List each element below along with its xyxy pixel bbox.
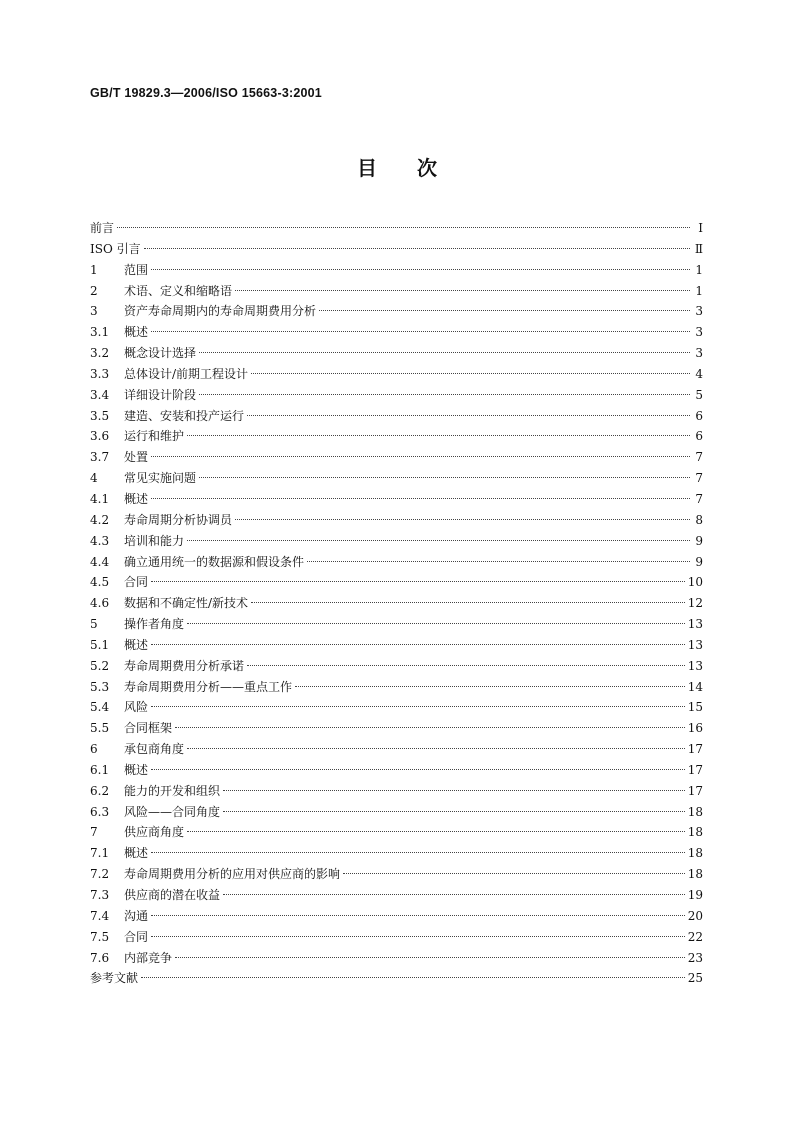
toc-entry-label: 合同 — [124, 929, 149, 944]
toc-entry-page: Ⅰ — [698, 221, 703, 235]
toc-entry-number: 7.6 — [90, 950, 110, 965]
toc-leader-dots — [223, 790, 685, 791]
toc-entry-number: 2 — [90, 283, 98, 298]
toc-entry-page: 3 — [695, 325, 703, 340]
toc-leader-dots — [223, 811, 685, 812]
toc-entry-page: 19 — [687, 888, 703, 902]
toc-entry[interactable] — [90, 426, 703, 447]
toc-entry-number: 4.6 — [90, 596, 110, 611]
toc-leader-dots — [307, 561, 690, 562]
toc-entry-page: 18 — [687, 867, 703, 882]
toc-entry[interactable] — [90, 406, 703, 427]
toc-entry[interactable] — [90, 948, 703, 969]
toc-entry-label: ISO 引言 — [90, 241, 141, 256]
toc-entry-page: 17 — [687, 783, 703, 798]
toc-leader-dots — [199, 394, 690, 395]
toc-entry[interactable] — [90, 656, 703, 677]
toc-entry-label: 概念设计选择 — [124, 346, 197, 361]
toc-entry-number: 3.5 — [90, 408, 110, 423]
toc-entry-page: 12 — [687, 596, 703, 611]
toc-leader-dots — [187, 623, 685, 624]
toc-entry-label: 供应商的潜在收益 — [124, 888, 221, 902]
toc-entry-label: 合同 — [124, 575, 149, 590]
toc-leader-dots — [187, 540, 690, 541]
toc-leader-dots — [187, 748, 685, 749]
toc-entry[interactable] — [90, 364, 703, 385]
toc-entry-number: 6 — [90, 742, 98, 757]
toc-entry-number: 4.3 — [90, 533, 110, 548]
toc-entry-page: 7 — [695, 471, 703, 486]
toc-leader-dots — [187, 831, 685, 832]
toc-entry[interactable] — [90, 822, 703, 843]
toc-entry[interactable] — [90, 489, 703, 510]
toc-entry[interactable] — [90, 739, 703, 760]
toc-entry-page: 6 — [695, 429, 703, 444]
toc-entry-page: Ⅱ — [694, 241, 703, 256]
toc-entry-label: 总体设计/前期工程设计 — [124, 366, 249, 381]
toc-leader-dots — [151, 936, 685, 937]
toc-entry-page: 4 — [695, 366, 703, 381]
toc-entry-label: 运行和维护 — [124, 429, 185, 444]
toc-leader-dots — [199, 352, 690, 353]
toc-entry-label: 概述 — [124, 762, 149, 777]
toc-entry[interactable] — [90, 239, 703, 260]
toc-leader-dots — [175, 957, 685, 958]
toc-entry-number: 3.4 — [90, 387, 110, 402]
toc-entry-number: 4.1 — [90, 491, 110, 506]
toc-entry-label: 常见实施问题 — [124, 471, 197, 486]
toc-entry-page: 9 — [695, 533, 703, 548]
toc-entry-number: 5.2 — [90, 658, 110, 673]
toc-entry[interactable] — [90, 885, 703, 906]
toc-entry[interactable] — [90, 718, 703, 739]
toc-entry[interactable] — [90, 322, 703, 343]
toc-entry-page: 10 — [687, 575, 703, 590]
toc-entry[interactable] — [90, 260, 703, 281]
toc-entry-page: 3 — [695, 346, 703, 361]
toc-entry-number: 7.1 — [90, 846, 110, 861]
toc-leader-dots — [235, 290, 690, 291]
toc-entry[interactable] — [90, 385, 703, 406]
toc-entry-label: 供应商角度 — [124, 825, 185, 840]
toc-entry[interactable] — [90, 614, 703, 635]
toc-entry-number: 4.2 — [90, 512, 110, 527]
toc-entry-label: 操作者角度 — [124, 617, 185, 632]
toc-entry-label: 范围 — [124, 262, 149, 277]
toc-entry[interactable] — [90, 927, 703, 948]
toc-entry-number: 3.6 — [90, 429, 110, 444]
toc-leader-dots — [319, 310, 690, 311]
toc-entry-page: 7 — [695, 450, 703, 465]
toc-entry-number: 7.5 — [90, 929, 110, 944]
toc-entry-number: 4.5 — [90, 575, 110, 590]
toc-entry-page: 7 — [695, 491, 703, 506]
toc-entry-number: 5.1 — [90, 637, 110, 652]
toc-entry-page: 9 — [695, 554, 703, 569]
toc-entry-number: 3.1 — [90, 325, 110, 340]
toc-entry-page: 13 — [687, 658, 703, 673]
toc-entry[interactable] — [90, 968, 703, 989]
toc-leader-dots — [151, 581, 685, 582]
toc-entry[interactable] — [90, 677, 703, 698]
toc-entry[interactable] — [90, 802, 703, 823]
toc-entry-number: 4 — [90, 471, 98, 486]
toc-entry-label: 数据和不确定性/新技术 — [124, 596, 249, 611]
toc-entry-label: 概述 — [124, 491, 149, 506]
toc-entry-number: 5.5 — [90, 721, 110, 736]
toc-entry[interactable] — [90, 343, 703, 364]
toc-entry-page: 15 — [687, 700, 703, 715]
toc-entry-page: 1 — [695, 262, 703, 277]
toc-leader-dots — [144, 248, 690, 249]
toc-entry-label: 内部竞争 — [124, 950, 173, 965]
toc-entry-page: 13 — [687, 637, 703, 652]
toc-entry-number: 5 — [90, 617, 98, 632]
standard-header — [90, 86, 322, 100]
toc-entry[interactable] — [90, 906, 703, 927]
toc-entry[interactable] — [90, 572, 703, 593]
toc-entry-label: 承包商角度 — [124, 742, 185, 757]
toc-leader-dots — [247, 415, 690, 416]
toc-entry-page: 14 — [687, 679, 703, 694]
toc-leader-dots — [117, 227, 690, 228]
toc-entry-page: 5 — [695, 387, 703, 402]
toc-entry[interactable] — [90, 760, 703, 781]
toc-leader-dots — [151, 852, 685, 853]
toc-entry-page: 3 — [695, 304, 703, 319]
toc-entry-label: 风险——合同角度 — [124, 804, 221, 819]
toc-entry-page: 1 — [695, 283, 703, 298]
toc-entry-label: 概述 — [124, 325, 149, 340]
toc-entry-label: 寿命周期费用分析的应用对供应商的影响 — [124, 867, 341, 882]
toc-leader-dots — [223, 894, 685, 895]
toc-leader-dots — [251, 602, 685, 603]
toc-entry[interactable] — [90, 697, 703, 718]
toc-leader-dots — [343, 873, 685, 874]
toc-entry-page: 25 — [687, 971, 703, 986]
toc-entry-page: 18 — [687, 846, 703, 861]
toc-entry-label: 寿命周期费用分析承诺 — [124, 658, 245, 673]
toc-entry-label: 能力的开发和组织 — [124, 783, 221, 798]
toc-leader-dots — [251, 373, 690, 374]
toc-entry[interactable] — [90, 218, 703, 239]
toc-entry-number: 7.3 — [90, 888, 110, 902]
toc-entry[interactable] — [90, 781, 703, 802]
standard-number: GB/T 19829.3—2006/ISO 15663-3:2001 — [90, 86, 322, 100]
toc-entry-label: 详细设计阶段 — [124, 387, 197, 402]
toc-entry-label: 资产寿命周期内的寿命周期费用分析 — [124, 304, 317, 319]
toc-leader-dots — [175, 727, 685, 728]
page-title: 目次 — [357, 156, 477, 180]
toc-leader-dots — [151, 644, 685, 645]
toc-entry[interactable] — [90, 843, 703, 864]
toc-entry-page: 18 — [687, 825, 703, 840]
toc-entry[interactable] — [90, 281, 703, 302]
toc-leader-dots — [151, 331, 690, 332]
toc-entry[interactable] — [90, 468, 703, 489]
toc-entry-page: 6 — [695, 408, 703, 423]
toc-entry[interactable] — [90, 447, 703, 468]
toc-entry-label: 概述 — [124, 846, 149, 861]
toc-leader-dots — [151, 769, 685, 770]
toc-entry-number: 3.2 — [90, 346, 110, 361]
toc-entry-number: 1 — [90, 262, 98, 277]
toc-entry-page: 13 — [687, 617, 703, 632]
toc-entry-page: 22 — [687, 929, 703, 944]
toc-entry[interactable] — [90, 531, 703, 552]
toc-entry-number: 3 — [90, 304, 98, 319]
toc-leader-dots — [247, 665, 685, 666]
toc-entry[interactable] — [90, 635, 703, 656]
toc-entry-number: 5.3 — [90, 679, 110, 694]
toc-entry[interactable] — [90, 864, 703, 885]
toc-entry-page: 20 — [687, 908, 703, 923]
toc-entry-page: 23 — [687, 950, 703, 965]
toc-entry-number: 3.7 — [90, 450, 110, 465]
toc-entry-label: 参考文献 — [90, 971, 139, 986]
toc-entry-label: 寿命周期费用分析——重点工作 — [124, 679, 293, 694]
toc-entry[interactable] — [90, 510, 703, 531]
toc-leader-dots — [199, 477, 690, 478]
toc-entry[interactable] — [90, 552, 703, 573]
toc-leader-dots — [151, 269, 690, 270]
toc-entry-label: 合同框架 — [124, 721, 173, 736]
toc-entry-number: 4.4 — [90, 554, 110, 569]
toc-entry-number: 6.3 — [90, 804, 110, 819]
toc-leader-dots — [141, 977, 685, 978]
toc-entry-label: 沟通 — [124, 908, 149, 923]
toc-leader-dots — [151, 706, 685, 707]
toc-entry-page: 16 — [687, 721, 703, 736]
toc-leader-dots — [151, 915, 685, 916]
toc-leader-dots — [295, 686, 685, 687]
toc-entry-number: 6.1 — [90, 762, 110, 777]
toc-leader-dots — [151, 456, 690, 457]
toc-entry-label: 培训和能力 — [124, 533, 185, 548]
toc-entry-page: 17 — [687, 762, 703, 777]
toc-entry-label: 术语、定义和缩略语 — [124, 283, 233, 298]
toc-entry-page: 17 — [687, 742, 703, 757]
toc-entry-page: 18 — [687, 804, 703, 819]
toc-entry-label: 处置 — [124, 450, 149, 465]
toc-leader-dots — [151, 498, 690, 499]
toc-entry-label: 确立通用统一的数据源和假设条件 — [124, 554, 305, 569]
toc-entry[interactable] — [90, 593, 703, 614]
toc-entry-number: 7 — [90, 825, 98, 840]
toc-entry-number: 7.2 — [90, 867, 110, 882]
toc-entry-label: 概述 — [124, 637, 149, 652]
toc-entry[interactable] — [90, 301, 703, 322]
toc-entry-number: 6.2 — [90, 783, 110, 798]
toc-entry-label: 前言 — [90, 221, 115, 235]
toc-entry-page: 8 — [695, 512, 703, 527]
toc-leader-dots — [235, 519, 690, 520]
toc-leader-dots — [187, 435, 690, 436]
toc-entry-label: 风险 — [124, 700, 149, 715]
toc-entry-label: 寿命周期分析协调员 — [124, 512, 233, 527]
toc-entry-label: 建造、安装和投产运行 — [124, 408, 245, 423]
toc-entry-number: 3.3 — [90, 366, 110, 381]
toc-entry-number: 7.4 — [90, 908, 110, 923]
toc-entry-number: 5.4 — [90, 700, 110, 715]
table-of-contents — [90, 218, 703, 989]
